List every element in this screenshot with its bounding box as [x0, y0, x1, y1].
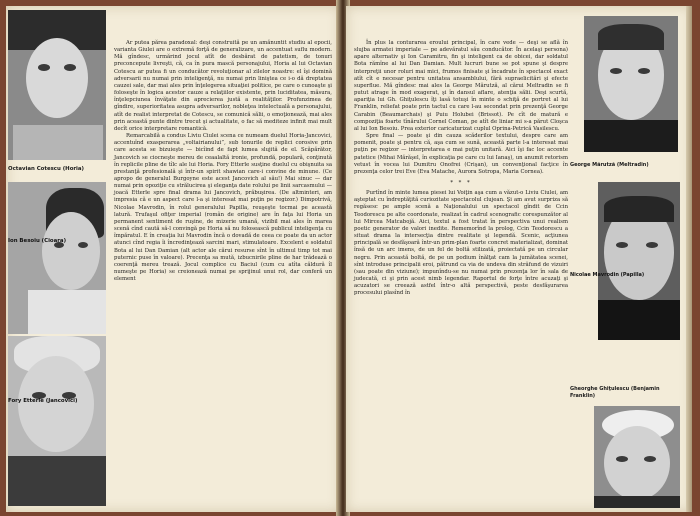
right-page — [346, 6, 692, 512]
portrait-photo-etterle — [8, 336, 106, 506]
caption-besoiu-visible: Ion Besoiu (Cioara) — [8, 238, 67, 244]
section-separator: * * * — [450, 179, 472, 186]
page-edges — [686, 6, 692, 512]
portrait-photo-ghitulescu — [594, 406, 680, 508]
portrait-photo-mavrodin — [598, 182, 680, 340]
paragraph: Purtînd în minte lumea piesei lui Voiţin aşa cum a văzut-o Liviu Ciulei, am aşteptat cu îndreptăţită curiozitate spectacolul clujean. Şi am avut surpriza să regăsesc pe ample scenă a Naţionalului un spectacol gîndit de Ccin Teodorescu pe alte coordonate, realizat în cadrul scenografic corespunzător al lui Mircea Matcabojă. Aici, textul a fost tratat în perspectiva unui realism poetic generator de valori inedite. Rememorînd la prolog, Ccin Teodorescu a situat drama la intersecţia dintre realitate şi legendă. Scenic, acţiunea principală se desfăşoară într-un prim-plan foarte concret materializat, dominat însă de un arc imens, de un fel de boltă stilizată, proiectată pe un circular negru. Prin această boltă, de pe un podium înălţat cam la jumătatea scenei, sînt introduse principalii eroi, pătrund ca via de undeva din străfund de vizuiri (sau poate din viziune); impunîndu-se nu numai prin prezenţa lor în sala de judecată, ci şi prin acest nimb legendar. Raportul de forţe între acuzaţi şi acuzatori se creează astfel într-o altă perspectivă, peste desfăşurarea procesului plasînd în — [354, 190, 568, 297]
paragraph: Spre final — poate şi din cauza scăderilor textului, despre care am pomenit, poate şi pentru că, aşa cum se sună, această parte l-a interesat mai puţin pe regizor — interpretarea e mai puţin unitară. Aici îşi fac loc accente patetice (Mihai Mărăşel, în explicaţia pe care cu lui Ianaş), un anumit retorism vetust în vocea lui Dumitru Onofrei (Crişan), un convenţional facţice în prezenţa celor trei Eve (Eva Matache, Aurora Sotropa, Maria Cornea). — [354, 133, 568, 175]
paragraph: Ar putea părea paradoxal: deşi construită pe un amănuntit studiu al epocii, varianta Giulei are o extremă forţă de generalizare, un accentuat suflu modern. Mă gîndesc, urmărind jocul atît de desbărat de patetism, de tonuri preconcepute livreşti, că, ca în pura mască personajului, Horia al lui Octavian Cotescu ar putea fi un conducător revoluţionar al zilelor noastre: el îşi domină adversarii nu numai prin inteligenţă, nu numai prin liniştea ce i-o dă dreptatea cauzei sale, dar mai ales prin înţelegerea situaţiei politice, pe care o cunoaşte şi foloseşte în logica acestor cauze a relaţiilor existente, prin luciditatea, măsura, înţelepciunea învăţate din aprecierea justă a realităţilor. Profunzimea de gîndire, superioritatea asupra adversarilor, nobleţea intelectuală a personajului, atît de realist interpretat de Cotescu, se comunică sălii, o emoţionează, mai ales prin această punte dintre trecut şi actualitate, o fac să mediteze infinit mai mult decît orice interpretare romantică. — [114, 40, 332, 132]
portrait-photo-marutza — [584, 16, 678, 152]
portrait-photo-besoiu — [8, 182, 106, 334]
left-text-column — [114, 40, 332, 283]
left-page — [6, 6, 340, 512]
caption-mavrodin-visible: Nicolae Mavrodin (Papilla) — [570, 272, 645, 278]
caption-marutza: George Mărutză (Meltradin) — [570, 162, 649, 168]
paragraph: Remarcabilă a condus Liviu Ciulei scena ce numeam duelul Horia-Jancovici, accentuînd exasperarea „voltairianului”, sub tonurile de replici corosive prin care acesta se bizuieşte — bicîind de fapt lumea slujită de el. Scăpărător, Jancovich se ciocneşte mereu de ceaalaltă ironie, profundă, populară, conţinută în replicile pline de tîlc ale lui Horia. Fory Etterle susţine duelul cu obişnuita sa prestanţă profesională şi într-un spirit shawian care-i convine de minune. (Ce apropo de generalul Burgoyne este acest Jancovich al său!) Mai sinuc — dar numai prin opoziţie cu strălucirea şi eleganţa date rolului pe linii sarcasmului — joacă Etterle spre final drama lui Jancovich, prăbuşirea. (De altminteri, am impresia că e un aspect care l-a şi interesat mai puţin pe regizor.) Dimpotrivă, Nicolae Mavrodin, în rolul generalului Papilla, reuşeşte tocmai pe această latură. Trufaşul ofiţer imperial (român de origine) are în faţa lui Horia un permanent sentiment de ruşine, de mizerie umană, vizibil mai ales în marea scenă cînd caută să-l convingă pe Horia să nu folosească publicul inteligenţa cu împăratul. E în creaţia lui Mavrodin încă o dovadă de ceea ce poate da un actor atunci cînd regia îi încredinţează sarcini mari, stimulatoare. Excelent e soldatul Bota al lui Dan Damian (alt actor ale cărui resurse sînt în ultimul timp tot mai puternic puse în valoare). Precenţa sa mută, izbucnirile pline de har trădează o coerenţă mereu trează. Jocul complice cu Baciul (cum cu atîta căldură îl numeşte pe Horia) se creionează numai pe sprijinul unui rol, dar conferă un element — [114, 133, 332, 283]
caption-ghitulescu: Gheorghe Ghiţulescu (Benjamin Franklin) — [570, 386, 660, 399]
caption-cotescu: Octavian Cotescu (Horia) — [8, 166, 85, 172]
right-text-column — [354, 40, 568, 297]
portrait-photo-cotescu — [8, 10, 106, 160]
caption-etterle-visible: Fory Etterle (Jancovici) — [8, 398, 78, 404]
paragraph: În plus la conturarea eroului principal, în care vede — deşi se află în slujba armatei imperiale — pe adevăratul său conducător. În acelaşi persona) apare alternativ şi Ion Caramitru, fin şi inteligent ca de obicei, dar soldatul Bota rămîne al lui Dan Damian. Mult lucruri bune se pot spune şi despre interpreţii unor roluri mai mici, frumos finisate şi încadrate în spectacol exact atît cît e necesar pentru unitatea ansamblului, fără supraelicitări şi efecte superflue. Mă gîndesc mai ales la George Mărutză, al cărui Meltradin se fi putut atrage în mod exagerat, şi în dansul aflare, atenţia sălii. Deşi scurtă, apariţia lui Gh. Ghiţulescu îţi lasă totuşi în minte o schiţă de portret al lui Franklin, reliefat poate prin tactul cu care l-au secondat prin prezenţă George Carabin (Beaumarchais) şi Puiu Holubei (Brissot). Pe cît de matură e compoziţia foarte tînărului Cornel Coman, pe atît de liniar mi s-a părut Cloşca al lui Ion Besoiu. Prea exterior caricaturizat cuplul Oprina-Petrică Vasilescu. — [354, 40, 568, 132]
